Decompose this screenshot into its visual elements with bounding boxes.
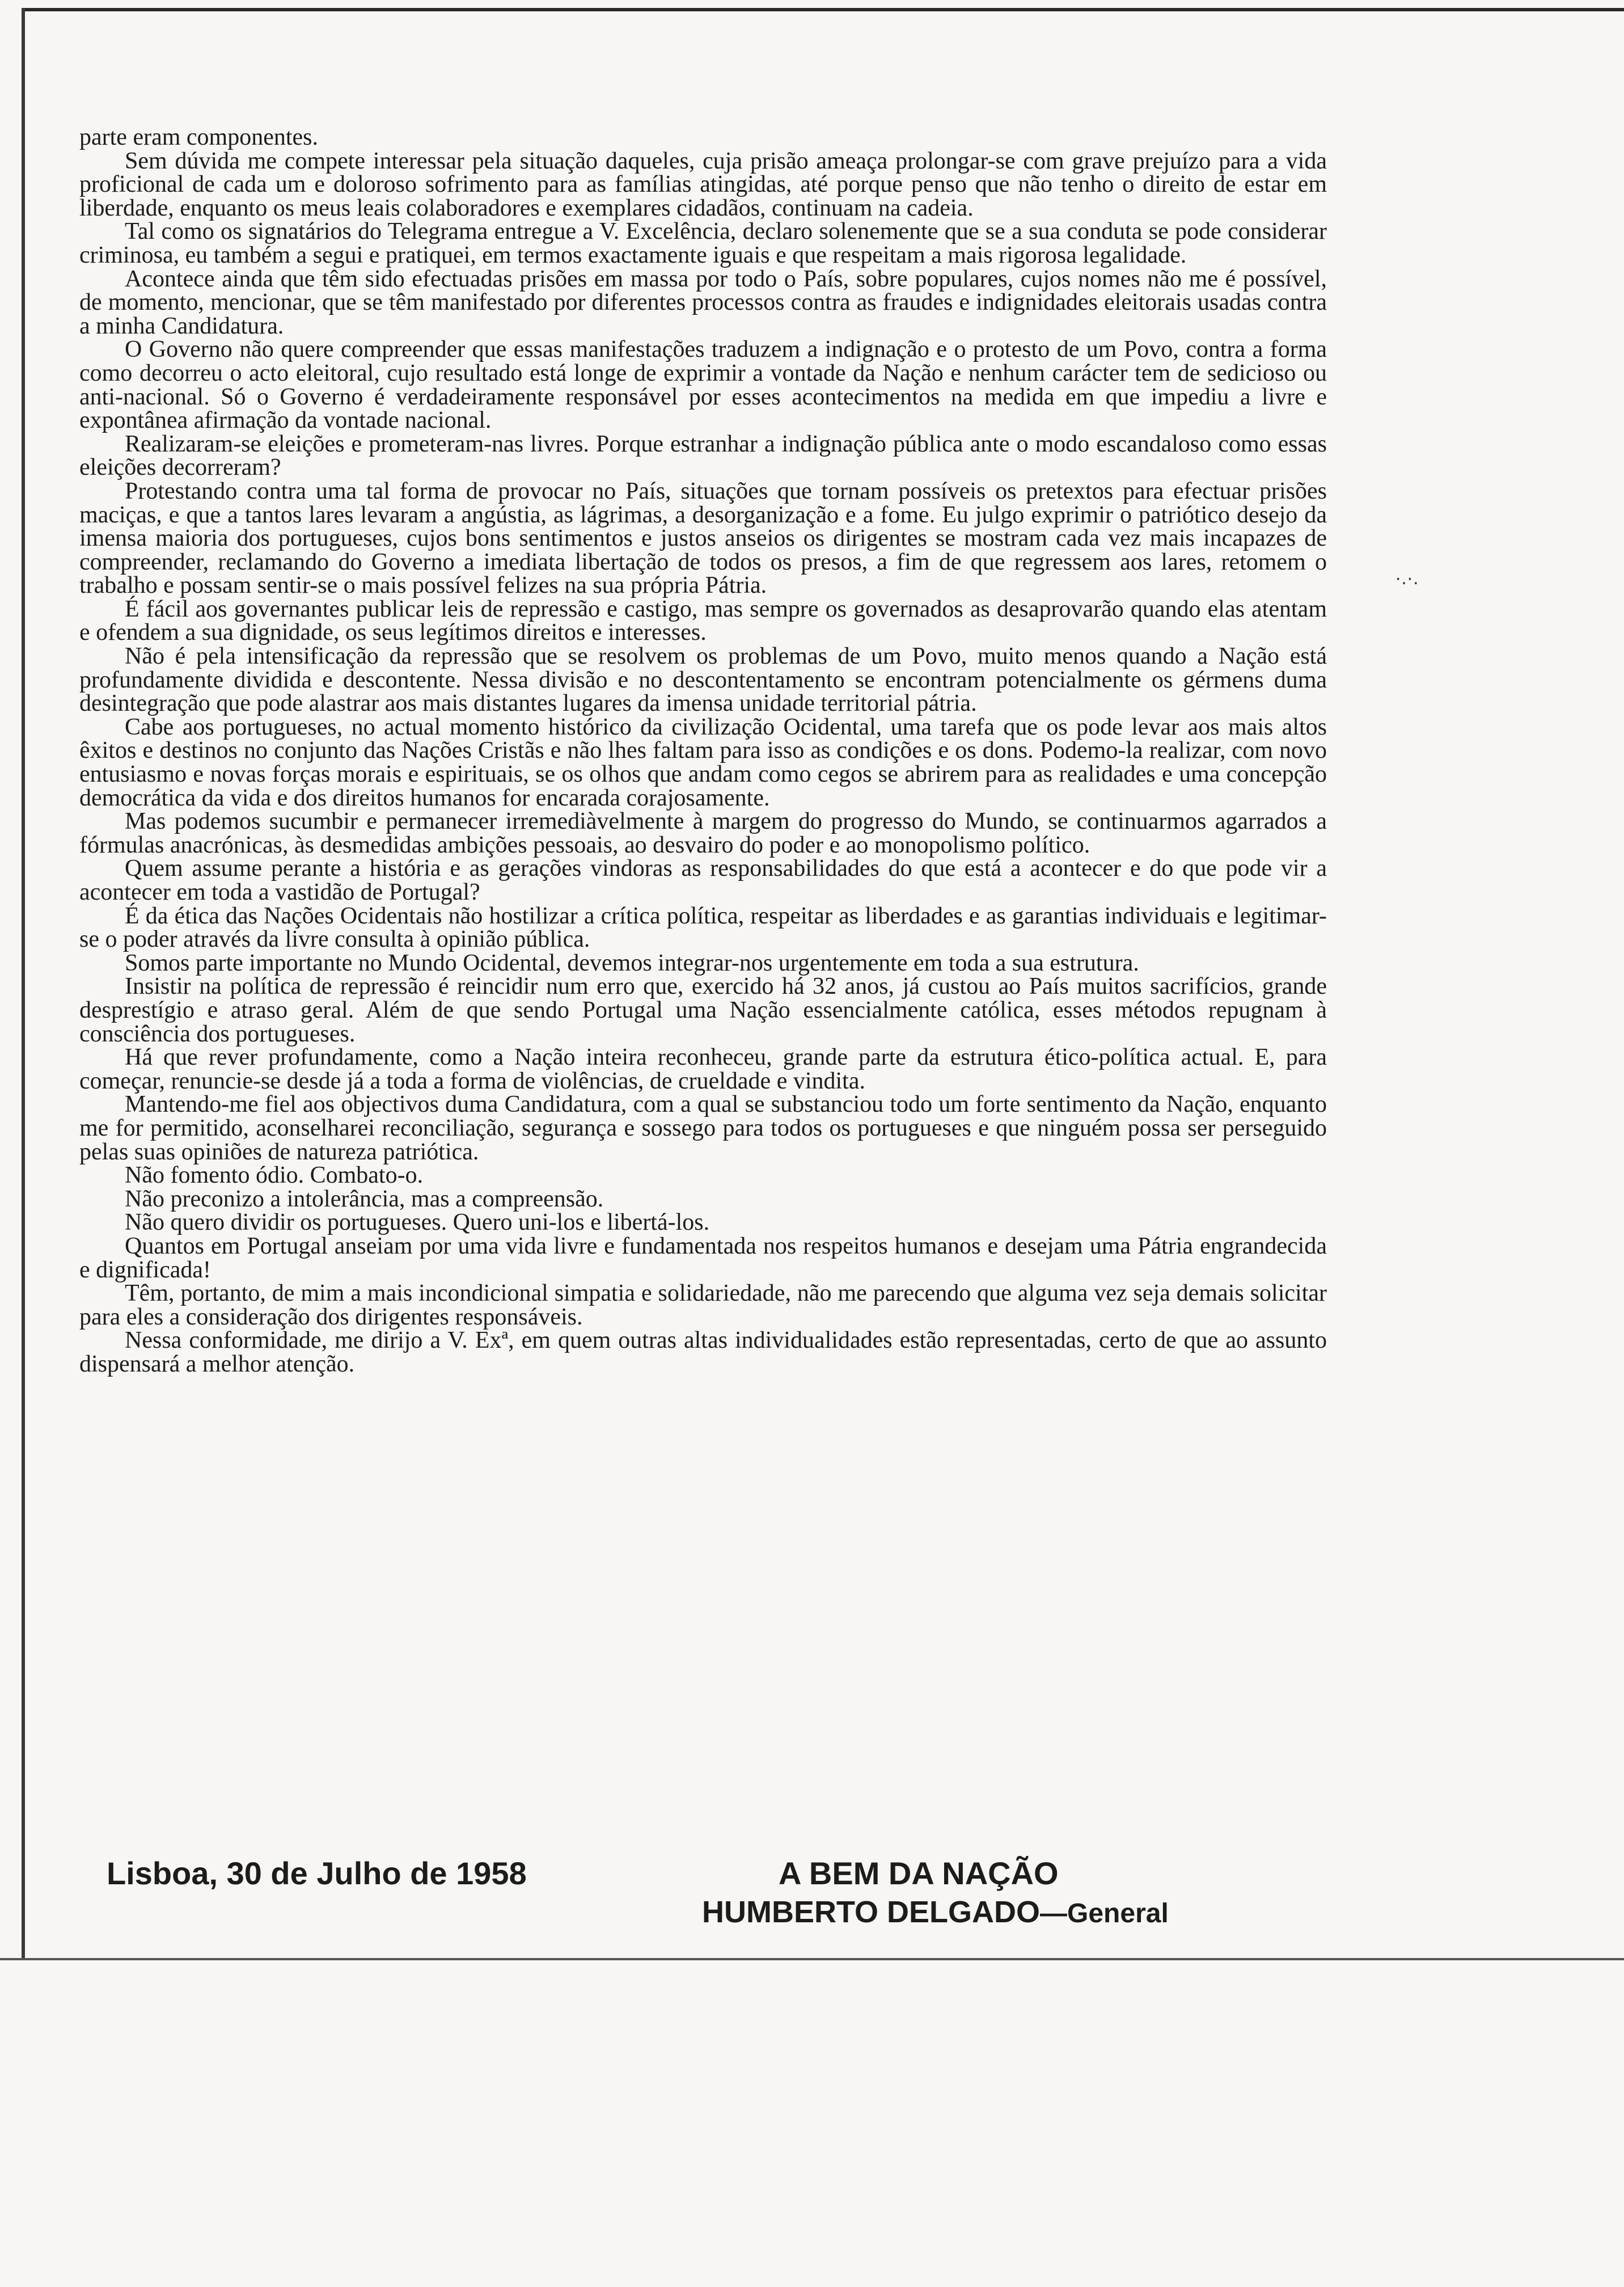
paragraph: Sem dúvida me compete interessar pela situação daqueles, cuja prisão ameaça prolongar-se com grave prejuízo para a vida proficional de cada um e doloroso sofrimento para as famílias atingidas, até porque penso que não tenho o direito de estar em liberdade, enquanto os meus leais colaboradores e exemplares cidadãos, continuam na cadeia. bbox=[79, 147, 1327, 221]
scan-speck: ·.·. bbox=[1395, 567, 1419, 589]
scan-border-bottom bbox=[0, 1958, 1624, 1960]
paragraph: Mantendo-me fiel aos objectivos duma Candidatura, com a qual se substanciou todo um forte sentimento da Nação, enquanto me for permitido, aconselharei reconciliação, segurança e sossego para todos os portugueses e que ninguém possa ser perseguido pelas suas opiniões de natureza patriótica. bbox=[79, 1091, 1327, 1165]
paragraph: É fácil aos governantes publicar leis de repressão e castigo, mas sempre os governados as desaprovarão quando elas atentam e ofendem a sua dignidade, os seus legítimos direitos e interesses. bbox=[79, 596, 1327, 646]
paragraph: Quantos em Portugal anseiam por uma vida livre e fundamentada nos respeitos humanos e desejam uma Pátria engrandecida e dignificada! bbox=[79, 1233, 1327, 1283]
paragraph: Acontece ainda que têm sido efectuadas prisões em massa por todo o País, sobre populares, cujos nomes não me é possível, de momento, mencionar, que se têm manifestado por diferentes processos contra as fraudes e indignidades eleitorais usadas contra a minha Candidatura. bbox=[79, 265, 1327, 339]
paragraph: Há que rever profundamente, como a Nação inteira reconheceu, grande parte da estrutura ético-política actual. E, para começar, renuncie-se desde já a toda a forma de violências, de crueldade e vindita. bbox=[79, 1044, 1327, 1094]
paragraph: Tal como os signatários do Telegrama entregue a V. Excelência, declaro solenemente que se a sua conduta se pode considerar criminosa, eu também a segui e pratiquei, em termos exactamente iguais e que respeitam a mais rigorosa legalidade. bbox=[79, 218, 1327, 268]
paragraph: Realizaram-se eleições e prometeram-nas livres. Porque estranhar a indignação pública ante o modo escandaloso como essas eleições decorreram? bbox=[79, 431, 1327, 481]
paragraph: É da ética das Nações Ocidentais não hostilizar a crítica política, respeitar as liberdades e as garantias individuais e legitimar-se o poder através da livre consulta à opinião pública. bbox=[79, 902, 1327, 953]
letter-body bbox=[79, 126, 1327, 1376]
paragraph: Não quero dividir os portugueses. Quero uni-los e libertá-los. bbox=[125, 1209, 710, 1236]
signature-block bbox=[107, 1855, 1297, 1934]
scan-border-left bbox=[22, 8, 25, 1959]
paragraph: parte eram componentes. bbox=[79, 124, 318, 150]
signatory-name: HUMBERTO DELGADO bbox=[702, 1895, 1041, 1929]
paragraph: Nessa conformidade, me dirijo a V. Exª, em quem outras altas individualidades estão representadas, certo de que ao assunto dispensará a melhor atenção. bbox=[79, 1327, 1327, 1377]
paragraph: Não preconizo a intolerância, mas a compreensão. bbox=[125, 1185, 604, 1212]
motto: A BEM DA NAÇÃO bbox=[779, 1855, 1059, 1891]
signatory bbox=[702, 1894, 1169, 1930]
paragraph: Somos parte importante no Mundo Ocidental, devemos integrar-nos urgentemente em toda a sua estrutura. bbox=[125, 950, 1139, 976]
signatory-title: —General bbox=[1040, 1898, 1169, 1929]
paragraph: Não é pela intensificação da repressão que se resolvem os problemas de um Povo, muito menos quando a Nação está profundamente dividida e descontente. Nessa divisão e no descontentamento se encontram potencialmente os gérmens duma desintegração que pode alastrar aos mais distantes lugares da imensa unidade territorial pátria. bbox=[79, 643, 1327, 717]
paragraph: Cabe aos portugueses, no actual momento histórico da civilização Ocidental, uma tarefa que os pode levar aos mais altos êxitos e destinos no conjunto das Nações Cristãs e não lhes faltam para isso as condições e os dons. Podemo-la realizar, com novo entusiasmo e novas forças morais e espirituais, se os olhos que andam como cegos se abrirem para as realidades e uma concepção democrática da vida e dos direitos humanos for encarada corajosamente. bbox=[79, 714, 1327, 811]
paragraph: Protestando contra uma tal forma de provocar no País, situações que tornam possíveis os pretextos para efectuar prisões maciças, e que a tantos lares levaram a angústia, as lágrimas, a desorganização e a fome. Eu julgo exprimir o patriótico desejo da imensa maioria dos portugueses, cujos bons sentimentos e justos anseios os dirigentes se mostram cada vez mais incapazes de compreender, reclamando do Governo a imediata libertação de todos os presos, a fim de que regressem aos lares, retomem o trabalho e possam sentir-se o mais possível felizes na sua própria Pátria. bbox=[79, 478, 1327, 599]
place-date: Lisboa, 30 de Julho de 1958 bbox=[107, 1855, 527, 1891]
paragraph: Têm, portanto, de mim a mais incondicional simpatia e solidariedade, não me parecendo que alguma vez seja demais solicitar para eles a consideração dos dirigentes responsáveis. bbox=[79, 1280, 1327, 1330]
paragraph: Mas podemos sucumbir e permanecer irremediàvelmente à margem do progresso do Mundo, se continuarmos agarrados a fórmulas anacrónicas, às desmedidas ambições pessoais, ao desvairo do poder e ao monopolismo político. bbox=[79, 808, 1327, 858]
paragraph: Não fomento ódio. Combato-o. bbox=[125, 1162, 424, 1189]
paragraph: Quem assume perante a história e as gerações vindoras as responsabilidades do que está a acontecer e do que pode vir a acontecer em toda a vastidão de Portugal? bbox=[79, 855, 1327, 905]
paragraph: Insistir na política de repressão é reincidir num erro que, exercido há 32 anos, já custou ao País muitos sacrifícios, grande desprestígio e atraso geral. Além de que sendo Portugal uma Nação essencialmente católica, esses métodos repugnam à consciência dos portugueses. bbox=[79, 973, 1327, 1047]
scan-border-top bbox=[23, 8, 1624, 11]
paragraph: O Governo não quere compreender que essas manifestações traduzem a indignação e o protesto de um Povo, contra a forma como decorreu o acto eleitoral, cujo resultado está longe de exprimir a vontade da Nação e nenhum carácter tem de sedicioso ou anti-nacional. Só o Governo é verdadeiramente responsável por esses acontecimentos na medida em que impediu a livre e expontânea afirmação da vontade nacional. bbox=[79, 336, 1327, 434]
